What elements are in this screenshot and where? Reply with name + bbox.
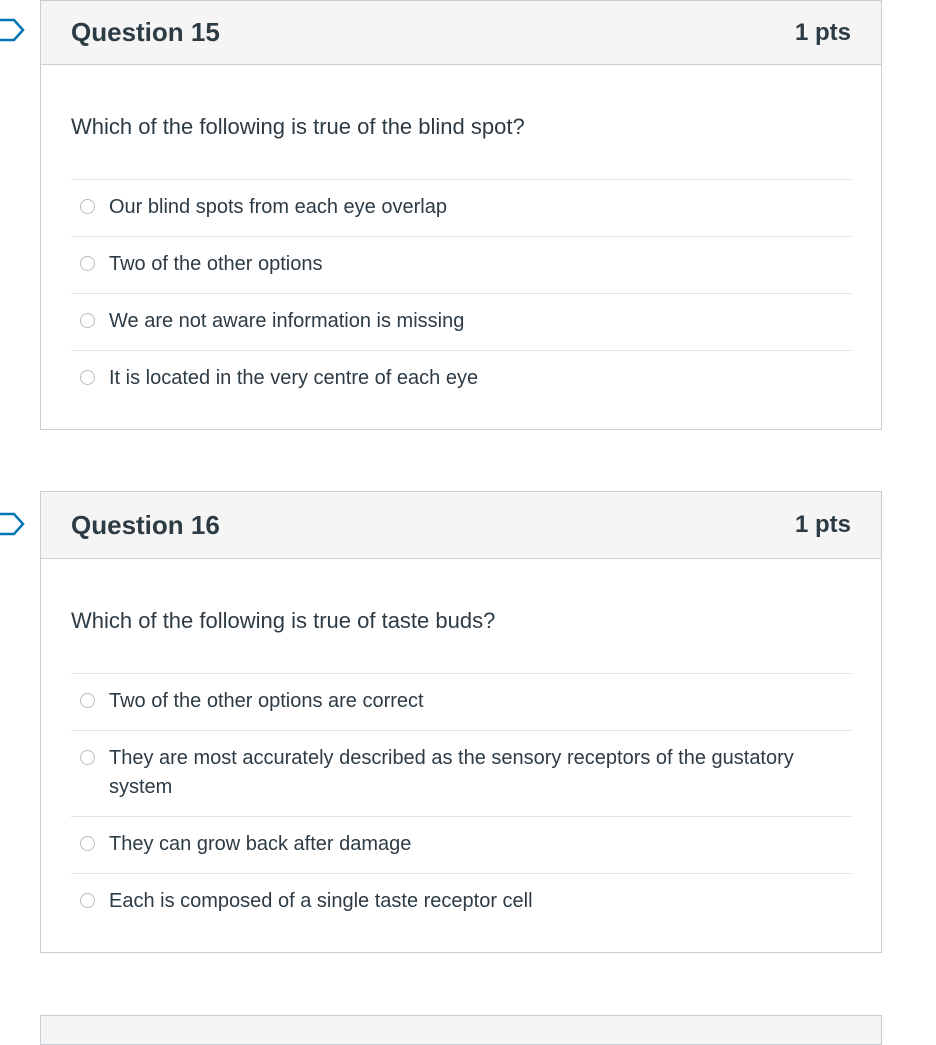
question-points: 1 pts xyxy=(794,18,851,46)
radio-button[interactable] xyxy=(80,836,95,851)
flag-question-icon[interactable] xyxy=(0,512,26,536)
radio-button[interactable] xyxy=(80,693,95,708)
answer-label[interactable]: It is located in the very centre of each eye xyxy=(109,367,479,389)
question-title: Question 15 xyxy=(71,17,220,47)
answer-list xyxy=(71,673,851,930)
answer-label[interactable]: Our blind spots from each eye overlap xyxy=(109,196,447,218)
answer-option[interactable] xyxy=(71,874,851,930)
answer-list xyxy=(71,179,851,407)
question-text: Which of the following is true of the blind spot? xyxy=(71,114,525,139)
answer-label[interactable]: We are not aware information is missing xyxy=(109,310,465,332)
answer-label[interactable]: Two of the other options are correct xyxy=(109,690,424,712)
radio-button[interactable] xyxy=(80,313,95,328)
question-text: Which of the following is true of taste buds? xyxy=(71,608,496,633)
question-header xyxy=(41,492,881,559)
question-title: Question 16 xyxy=(71,509,220,540)
flag-question-icon[interactable] xyxy=(0,18,26,42)
question-body xyxy=(41,559,881,930)
answer-option[interactable] xyxy=(71,817,851,874)
answer-label[interactable]: Each is composed of a single taste receptor cell xyxy=(109,890,533,912)
answer-option[interactable] xyxy=(71,674,851,731)
answer-option[interactable] xyxy=(71,351,851,407)
answer-label[interactable]: Two of the other options xyxy=(109,253,323,275)
next-question-card xyxy=(40,1015,882,1045)
answer-option[interactable] xyxy=(71,237,851,294)
radio-button[interactable] xyxy=(80,750,95,765)
radio-button[interactable] xyxy=(80,370,95,385)
radio-button[interactable] xyxy=(80,256,95,271)
radio-button[interactable] xyxy=(80,199,95,214)
answer-option[interactable] xyxy=(71,731,851,817)
question-16-card xyxy=(40,491,882,953)
question-body xyxy=(41,65,881,407)
question-15-card xyxy=(40,0,882,430)
question-header xyxy=(41,1,881,65)
answer-label[interactable]: They are most accurately described as the sensory receptors of the gustatory system xyxy=(109,747,794,798)
answer-option[interactable] xyxy=(71,294,851,351)
answer-option[interactable] xyxy=(71,180,851,237)
radio-button[interactable] xyxy=(80,893,95,908)
question-points: 1 pts xyxy=(794,511,851,538)
answer-label[interactable]: They can grow back after damage xyxy=(109,833,412,855)
